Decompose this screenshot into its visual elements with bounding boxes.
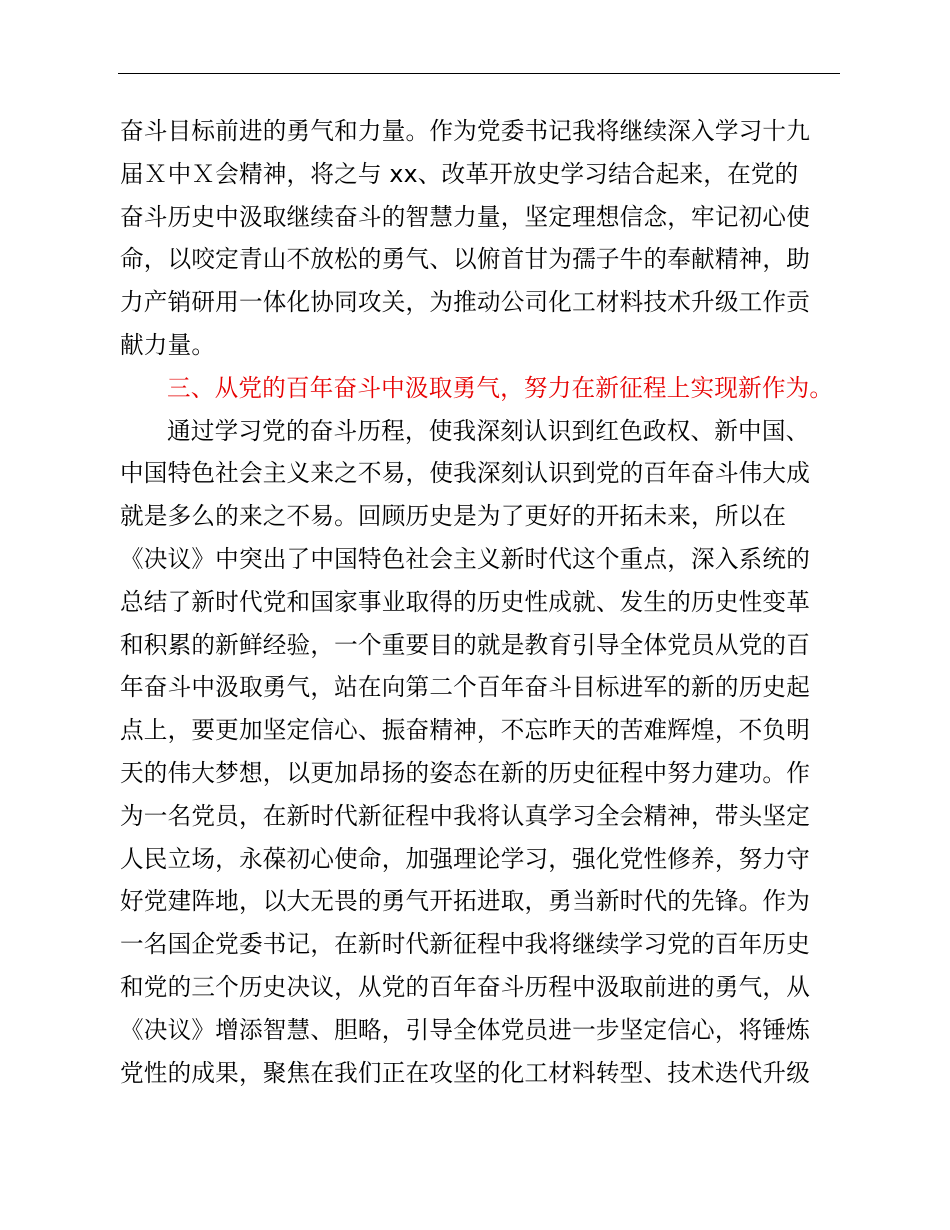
text-line: 总结了新时代党和国家事业取得的历史性成就、发生的历史性变革	[120, 587, 811, 616]
text-line: 届Ｘ中Ｘ会精神，将之与 xx、改革开放史学习结合起来，在党的	[120, 159, 799, 188]
text-line: 力产销研用一体化协同攻关，为推动公司化工材料技术升级工作贡	[120, 288, 811, 317]
text-line: 命，以咬定青山不放松的勇气、以俯首甘为孺子牛的奉献精神，助	[120, 245, 811, 274]
text-line: 奋斗目标前进的勇气和力量。作为党委书记我将继续深入学习十九	[120, 117, 811, 145]
section-heading: 三、从党的百年奋斗中汲取勇气，努力在新征程上实现新作为。	[167, 373, 834, 402]
text-line: 好党建阵地，以大无畏的勇气开拓进取，勇当新时代的先锋。作为	[120, 887, 811, 916]
text-line: 通过学习党的奋斗历程，使我深刻认识到红色政权、新中国、	[167, 416, 810, 445]
text-line: 年奋斗中汲取勇气，站在向第二个百年奋斗目标进军的新的历史起	[120, 673, 811, 702]
document-body	[120, 110, 848, 1094]
paragraph-1	[120, 110, 848, 367]
text-line: 奋斗历史中汲取继续奋斗的智慧力量，坚定理想信念，牢记初心使	[120, 202, 811, 231]
text-line: 中国特色社会主义来之不易，使我深刻认识到党的百年奋斗伟大成	[120, 459, 811, 488]
text-line: 点上，要更加坚定信心、振奋精神，不忘昨天的苦难辉煌，不负明	[120, 716, 811, 745]
paragraph-2	[120, 410, 848, 1095]
text-line: 人民立场，永葆初心使命，加强理论学习，强化党性修养，努力守	[120, 844, 811, 873]
text-line: 党性的成果，聚焦在我们正在攻坚的化工材料转型、技术迭代升级	[120, 1058, 811, 1087]
header-rule	[118, 73, 840, 74]
text-line: 一名国企党委书记，在新时代新征程中我将继续学习党的百年历史	[120, 930, 811, 959]
text-line: 《决议》中突出了中国特色社会主义新时代这个重点，深入系统的	[120, 544, 811, 573]
text-line: 和党的三个历史决议，从党的百年奋斗历程中汲取前进的勇气，从	[120, 972, 811, 1001]
text-line: 《决议》增添智慧、胆略，引导全体党员进一步坚定信心，将锤炼	[120, 1015, 811, 1044]
text-line: 献力量。	[120, 330, 216, 359]
text-line: 天的伟大梦想，以更加昂扬的姿态在新的历史征程中努力建功。作	[120, 758, 811, 787]
text-line: 为一名党员，在新时代新征程中我将认真学习全会精神，带头坚定	[120, 801, 811, 830]
text-line: 就是多么的来之不易。回顾历史是为了更好的开拓未来，所以在	[120, 502, 787, 531]
text-line: 和积累的新鲜经验，一个重要目的就是教育引导全体党员从党的百	[120, 630, 811, 659]
